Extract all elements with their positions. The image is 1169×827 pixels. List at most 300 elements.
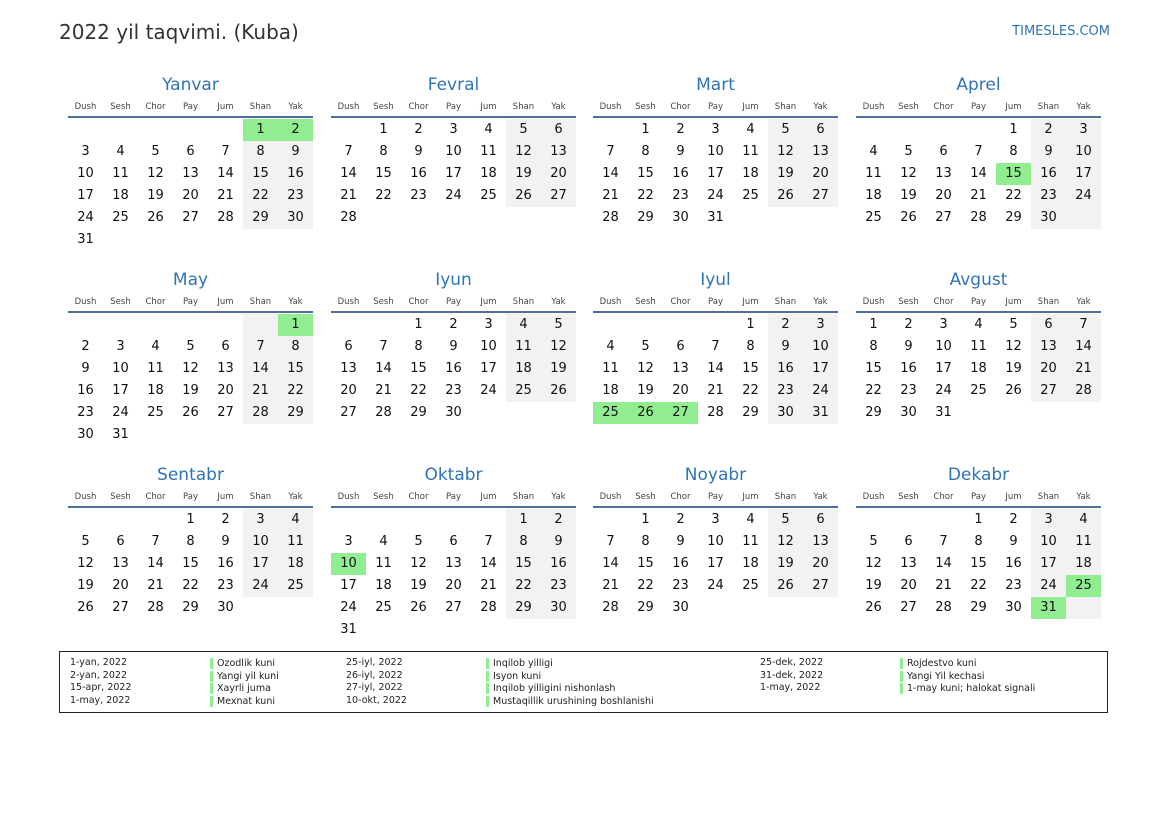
day-cell: 25 (515, 383, 532, 398)
weekday-header: Dush (599, 492, 622, 502)
day-cell: 6 (1044, 317, 1053, 332)
weekday-header: Yak (551, 297, 566, 307)
day-cell: 13 (900, 556, 917, 571)
weekday-header: Chor (145, 297, 166, 307)
day-cell: 26 (1005, 383, 1022, 398)
header-divider (331, 116, 576, 118)
day-cell: 18 (742, 556, 759, 571)
day-cell: 19 (515, 166, 532, 181)
weekday-header: Sesh (373, 492, 394, 502)
day-cell: 5 (414, 534, 423, 549)
day-cell: 15 (252, 166, 269, 181)
header-divider (68, 506, 313, 508)
weekday-header: Sesh (898, 102, 919, 112)
day-cell: 9 (554, 534, 563, 549)
day-cell: 6 (816, 122, 825, 137)
weekday-header: Sesh (635, 297, 656, 307)
day-cell: 8 (414, 339, 423, 354)
month-iyun (331, 270, 576, 460)
legend-holiday-name: Inqilob yilligini nishonlash (486, 683, 615, 694)
day-cell: 20 (672, 383, 689, 398)
day-cell: 22 (182, 578, 199, 593)
weekday-header: Pay (446, 102, 461, 112)
day-cell: 9 (449, 339, 458, 354)
month-name: Sentabr (157, 465, 224, 485)
day-cell: 15 (637, 166, 654, 181)
day-cell: 10 (252, 534, 269, 549)
day-cell: 29 (637, 600, 654, 615)
weekday-header: Dush (337, 492, 360, 502)
day-cell: 18 (515, 361, 532, 376)
day-cell: 23 (672, 578, 689, 593)
day-cell: 14 (602, 166, 619, 181)
day-cell: 21 (252, 383, 269, 398)
legend-date: 26-iyl, 2022 (346, 669, 403, 681)
day-cell: 16 (77, 383, 94, 398)
day-cell: 28 (217, 210, 234, 225)
legend-holiday-name: Isyon kuni (486, 671, 541, 682)
day-cell: 15 (375, 166, 392, 181)
day-cell: 29 (515, 600, 532, 615)
day-cell: 13 (112, 556, 129, 571)
day-cell: 29 (287, 405, 304, 420)
day-cell: 1 (641, 512, 650, 527)
month-name: Aprel (956, 75, 1001, 95)
day-cell: 13 (1040, 339, 1057, 354)
day-cell: 28 (602, 600, 619, 615)
day-cell: 24 (112, 405, 129, 420)
day-cell: 13 (812, 144, 829, 159)
day-cell: 7 (256, 339, 265, 354)
day-cell: 28 (935, 600, 952, 615)
day-cell: 7 (974, 144, 983, 159)
weekday-header: Sesh (373, 297, 394, 307)
holiday-day-cell: 26 (628, 402, 663, 424)
weekday-header: Yak (813, 297, 828, 307)
day-cell: 9 (1009, 534, 1018, 549)
weekday-header: Pay (708, 297, 723, 307)
day-cell: 21 (602, 578, 619, 593)
day-cell: 21 (217, 188, 234, 203)
day-cell: 14 (970, 166, 987, 181)
day-cell: 2 (904, 317, 913, 332)
day-cell: 5 (641, 339, 650, 354)
day-cell: 22 (515, 578, 532, 593)
day-cell: 18 (375, 578, 392, 593)
weekday-header: Jum (1005, 297, 1022, 307)
day-cell: 6 (344, 339, 353, 354)
day-cell: 18 (147, 383, 164, 398)
day-cell: 28 (340, 210, 357, 225)
day-cell: 10 (707, 144, 724, 159)
day-cell: 26 (550, 383, 567, 398)
day-cell: 2 (221, 512, 230, 527)
day-cell: 24 (252, 578, 269, 593)
day-cell: 14 (935, 556, 952, 571)
month-name: Dekabr (947, 465, 1010, 485)
weekday-header: Chor (933, 297, 954, 307)
holiday-legend (59, 651, 1108, 713)
day-cell: 3 (939, 317, 948, 332)
day-cell: 6 (939, 144, 948, 159)
day-cell: 17 (707, 556, 724, 571)
legend-date: 25-dek, 2022 (760, 657, 824, 668)
day-cell: 27 (812, 188, 829, 203)
day-cell: 23 (672, 188, 689, 203)
day-cell: 28 (375, 405, 392, 420)
day-cell: 13 (812, 534, 829, 549)
day-cell: 23 (445, 383, 462, 398)
weekday-header: Yak (288, 297, 303, 307)
day-cell: 13 (340, 361, 357, 376)
day-cell: 1 (414, 317, 423, 332)
day-cell: 20 (217, 383, 234, 398)
legend-holiday-name: 1-may kuni; halokat signali (900, 683, 1035, 694)
day-cell: 26 (515, 188, 532, 203)
weekday-header: Pay (183, 492, 198, 502)
day-cell: 19 (410, 578, 427, 593)
day-cell: 4 (291, 512, 300, 527)
day-cell: 1 (519, 512, 528, 527)
day-cell: 17 (77, 188, 94, 203)
weekday-header: Dush (599, 297, 622, 307)
day-cell: 11 (515, 339, 532, 354)
day-cell: 14 (1075, 339, 1092, 354)
weekday-header: Yak (288, 102, 303, 112)
day-cell: 21 (375, 383, 392, 398)
day-cell: 13 (935, 166, 952, 181)
day-cell: 12 (515, 144, 532, 159)
legend-holiday-name: Inqilob yilligi (486, 658, 553, 669)
day-cell: 10 (812, 339, 829, 354)
day-cell: 20 (1040, 361, 1057, 376)
weekday-header: Shan (512, 102, 535, 112)
day-cell: 22 (375, 188, 392, 203)
legend-holiday-name: Mustaqillik urushining boshlanishi (486, 696, 654, 707)
day-cell: 16 (410, 166, 427, 181)
day-cell: 10 (935, 339, 952, 354)
day-cell: 8 (1009, 144, 1018, 159)
day-cell: 9 (1044, 144, 1053, 159)
day-cell: 15 (865, 361, 882, 376)
day-cell: 22 (865, 383, 882, 398)
legend-date: 1-yan, 2022 (70, 657, 127, 668)
day-cell: 25 (112, 210, 129, 225)
day-cell: 27 (445, 600, 462, 615)
day-cell: 23 (550, 578, 567, 593)
weekday-header: Sesh (110, 492, 131, 502)
day-cell: 2 (676, 512, 685, 527)
day-cell: 14 (480, 556, 497, 571)
day-cell: 8 (641, 534, 650, 549)
day-cell: 18 (865, 188, 882, 203)
day-cell: 30 (1005, 600, 1022, 615)
day-cell: 7 (151, 534, 160, 549)
day-cell: 27 (935, 210, 952, 225)
holiday-day-cell: 1 (278, 314, 313, 336)
day-cell: 30 (77, 427, 94, 442)
day-cell: 11 (287, 534, 304, 549)
day-cell: 16 (217, 556, 234, 571)
weekday-header: Dush (862, 492, 885, 502)
day-cell: 14 (340, 166, 357, 181)
legend-holiday-name: Yangi Yil kechasi (900, 671, 984, 682)
day-cell: 20 (340, 383, 357, 398)
weekday-header: Dush (74, 492, 97, 502)
day-cell: 11 (742, 144, 759, 159)
day-cell: 12 (410, 556, 427, 571)
header-divider (68, 116, 313, 118)
weekday-header: Chor (408, 297, 429, 307)
day-cell: 12 (550, 339, 567, 354)
weekday-header: Shan (1037, 492, 1060, 502)
day-cell: 9 (781, 339, 790, 354)
day-cell: 19 (182, 383, 199, 398)
day-cell: 4 (974, 317, 983, 332)
weekday-header: Sesh (635, 492, 656, 502)
weekday-header: Yak (1076, 297, 1091, 307)
day-cell: 21 (602, 188, 619, 203)
header-divider (593, 116, 838, 118)
weekday-header: Chor (145, 102, 166, 112)
month-may (68, 270, 313, 460)
month-noyabr (593, 465, 838, 655)
day-cell: 6 (186, 144, 195, 159)
day-cell: 29 (742, 405, 759, 420)
day-cell: 3 (816, 317, 825, 332)
weekday-header: Dush (599, 102, 622, 112)
day-cell: 26 (410, 600, 427, 615)
weekday-header: Jum (742, 492, 759, 502)
day-cell: 7 (221, 144, 230, 159)
site-link[interactable]: TIMESLES.COM (1012, 24, 1110, 39)
day-cell: 29 (970, 600, 987, 615)
day-cell: 4 (746, 122, 755, 137)
weekday-header: Dush (74, 297, 97, 307)
holiday-day-cell: 10 (331, 553, 366, 575)
weekday-header: Pay (446, 297, 461, 307)
day-cell: 4 (116, 144, 125, 159)
day-cell: 17 (1040, 556, 1057, 571)
day-cell: 19 (777, 166, 794, 181)
day-cell: 8 (974, 534, 983, 549)
day-cell: 14 (602, 556, 619, 571)
header-divider (331, 311, 576, 313)
day-cell: 4 (519, 317, 528, 332)
day-cell: 21 (340, 188, 357, 203)
day-cell: 8 (256, 144, 265, 159)
weekday-header: Pay (708, 492, 723, 502)
day-cell: 21 (707, 383, 724, 398)
weekday-header: Yak (813, 492, 828, 502)
holiday-day-cell: 25 (593, 402, 628, 424)
weekday-header: Jum (217, 492, 234, 502)
day-cell: 6 (554, 122, 563, 137)
day-cell: 4 (1079, 512, 1088, 527)
weekday-header: Sesh (110, 297, 131, 307)
day-cell: 3 (116, 339, 125, 354)
day-cell: 5 (81, 534, 90, 549)
month-name: Iyul (700, 270, 731, 290)
day-cell: 31 (77, 232, 94, 247)
weekday-header: Yak (288, 492, 303, 502)
day-cell: 20 (182, 188, 199, 203)
day-cell: 5 (554, 317, 563, 332)
day-cell: 29 (182, 600, 199, 615)
day-cell: 31 (812, 405, 829, 420)
weekday-header: Jum (480, 297, 497, 307)
day-cell: 29 (252, 210, 269, 225)
day-cell: 22 (410, 383, 427, 398)
day-cell: 12 (777, 534, 794, 549)
day-cell: 24 (77, 210, 94, 225)
day-cell: 13 (445, 556, 462, 571)
day-cell: 7 (379, 339, 388, 354)
day-cell: 22 (287, 383, 304, 398)
day-cell: 22 (742, 383, 759, 398)
day-cell: 1 (974, 512, 983, 527)
day-cell: 15 (970, 556, 987, 571)
day-cell: 18 (970, 361, 987, 376)
day-cell: 3 (1044, 512, 1053, 527)
weekday-header: Yak (551, 492, 566, 502)
day-cell: 12 (865, 556, 882, 571)
day-cell: 27 (812, 578, 829, 593)
day-cell: 7 (711, 339, 720, 354)
day-cell: 7 (606, 144, 615, 159)
day-cell: 23 (77, 405, 94, 420)
weekday-header: Chor (670, 297, 691, 307)
day-cell: 25 (147, 405, 164, 420)
day-cell: 21 (970, 188, 987, 203)
day-cell: 5 (1009, 317, 1018, 332)
day-cell: 1 (1009, 122, 1018, 137)
day-cell: 28 (707, 405, 724, 420)
day-cell: 8 (291, 339, 300, 354)
day-cell: 26 (777, 578, 794, 593)
day-cell: 20 (935, 188, 952, 203)
holiday-day-cell: 27 (663, 402, 698, 424)
day-cell: 20 (812, 166, 829, 181)
holiday-day-cell: 1 (243, 119, 278, 141)
weekday-header: Pay (708, 102, 723, 112)
day-cell: 1 (746, 317, 755, 332)
day-cell: 19 (865, 578, 882, 593)
day-cell: 13 (550, 144, 567, 159)
day-cell: 11 (970, 339, 987, 354)
day-cell: 25 (742, 578, 759, 593)
day-cell: 8 (746, 339, 755, 354)
weekday-header: Pay (971, 297, 986, 307)
day-cell: 30 (1040, 210, 1057, 225)
weekday-header: Dush (337, 102, 360, 112)
day-cell: 17 (252, 556, 269, 571)
day-cell: 16 (672, 556, 689, 571)
day-cell: 6 (904, 534, 913, 549)
day-cell: 12 (1005, 339, 1022, 354)
weekday-header: Pay (446, 492, 461, 502)
day-cell: 9 (221, 534, 230, 549)
day-cell: 12 (777, 144, 794, 159)
day-cell: 24 (812, 383, 829, 398)
day-cell: 16 (672, 166, 689, 181)
weekday-header: Jum (1005, 492, 1022, 502)
weekday-header: Chor (408, 492, 429, 502)
day-cell: 7 (606, 534, 615, 549)
day-cell: 3 (1079, 122, 1088, 137)
weekday-header: Jum (217, 297, 234, 307)
day-cell: 30 (900, 405, 917, 420)
weekday-header: Chor (933, 102, 954, 112)
day-cell: 30 (445, 405, 462, 420)
day-cell: 18 (602, 383, 619, 398)
day-cell: 2 (1044, 122, 1053, 137)
day-cell: 8 (641, 144, 650, 159)
day-cell: 24 (707, 578, 724, 593)
day-cell: 17 (812, 361, 829, 376)
weekday-header: Jum (742, 297, 759, 307)
day-cell: 15 (742, 361, 759, 376)
holiday-day-cell: 15 (996, 163, 1031, 185)
day-cell: 17 (935, 361, 952, 376)
month-iyul (593, 270, 838, 460)
day-cell: 5 (781, 122, 790, 137)
weekday-header: Dush (862, 297, 885, 307)
day-cell: 7 (939, 534, 948, 549)
day-cell: 28 (252, 405, 269, 420)
day-cell: 25 (865, 210, 882, 225)
day-cell: 22 (970, 578, 987, 593)
day-cell: 23 (1040, 188, 1057, 203)
legend-holiday-name: Ozodlik kuni (210, 658, 275, 669)
day-cell: 7 (484, 534, 493, 549)
day-cell: 31 (112, 427, 129, 442)
day-cell: 15 (637, 556, 654, 571)
day-cell: 16 (287, 166, 304, 181)
day-cell: 18 (112, 188, 129, 203)
legend-date: 15-apr, 2022 (70, 682, 132, 693)
header-divider (856, 311, 1101, 313)
day-cell: 25 (287, 578, 304, 593)
day-cell: 24 (1040, 578, 1057, 593)
weekday-header: Jum (1005, 102, 1022, 112)
weekday-header: Dush (74, 102, 97, 112)
weekday-header: Shan (1037, 102, 1060, 112)
day-cell: 17 (480, 361, 497, 376)
day-cell: 20 (812, 556, 829, 571)
legend-date: 1-may, 2022 (70, 694, 131, 706)
month-avgust (856, 270, 1101, 460)
day-cell: 30 (672, 210, 689, 225)
day-cell: 14 (217, 166, 234, 181)
day-cell: 8 (519, 534, 528, 549)
day-cell: 10 (1040, 534, 1057, 549)
day-cell: 23 (1005, 578, 1022, 593)
day-cell: 19 (147, 188, 164, 203)
day-cell: 24 (480, 383, 497, 398)
day-cell: 4 (606, 339, 615, 354)
day-cell: 16 (550, 556, 567, 571)
day-cell: 8 (186, 534, 195, 549)
weekday-header: Shan (249, 102, 272, 112)
day-cell: 22 (1005, 188, 1022, 203)
page-title: 2022 yil taqvimi. (Kuba) (59, 20, 299, 44)
weekday-header: Shan (774, 492, 797, 502)
day-cell: 8 (379, 144, 388, 159)
legend-holiday-name: Yangi yil kuni (210, 671, 279, 682)
day-cell: 2 (81, 339, 90, 354)
day-cell: 11 (742, 534, 759, 549)
